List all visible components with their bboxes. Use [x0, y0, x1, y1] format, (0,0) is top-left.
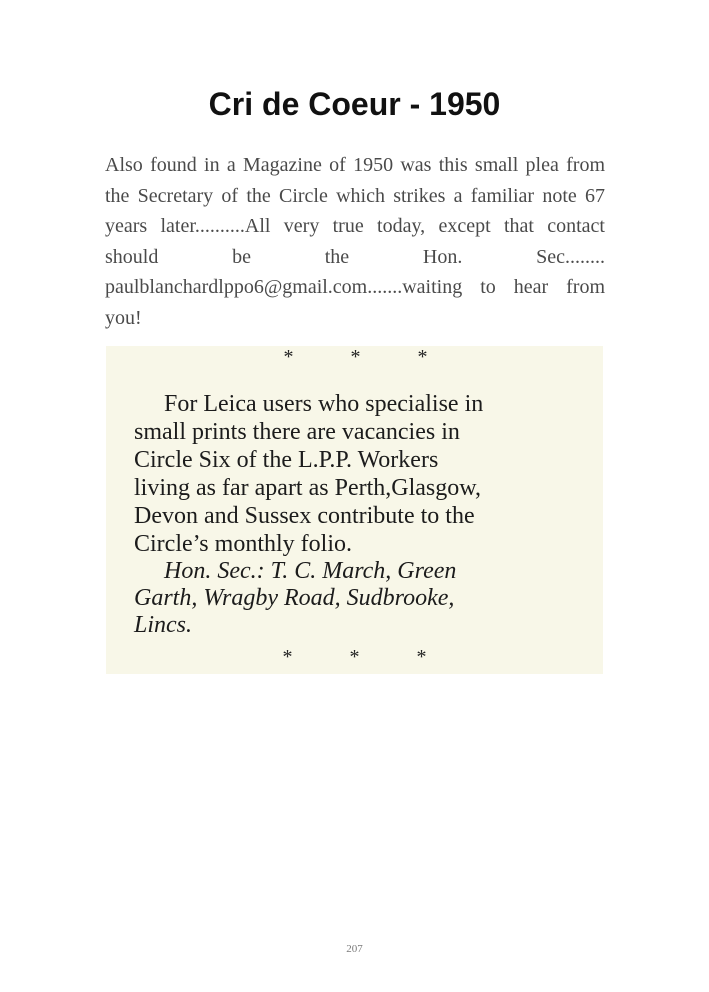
- asterism-top: * * *: [283, 346, 454, 368]
- magazine-clipping-image: [106, 346, 603, 674]
- clipping-secretary-address: Hon. Sec.: T. C. March, Green Garth, Wragby Road, Sudbrooke, Lincs.: [134, 558, 457, 638]
- page-number: 207: [346, 943, 363, 955]
- intro-paragraph: Also found in a Magazine of 1950 was this small plea from the Secretary of the Circle which strikes a familiar note 67 years later..........All very true today, except that contact should be the Hon. Sec........ paulblanchardlppo6@gmail.com.......waiting to hear from you!: [105, 154, 605, 329]
- clipping-notice-text: For Leica users who specialise in small prints there are vacancies in Circle Six of the L.P.P. Workers living as far apart as Perth,Glasgow, Devon and Sussex contribute to the Circle’s monthly folio.: [134, 391, 484, 557]
- asterism-bottom: * * *: [282, 646, 453, 668]
- page-title: Cri de Coeur - 1950: [208, 86, 501, 122]
